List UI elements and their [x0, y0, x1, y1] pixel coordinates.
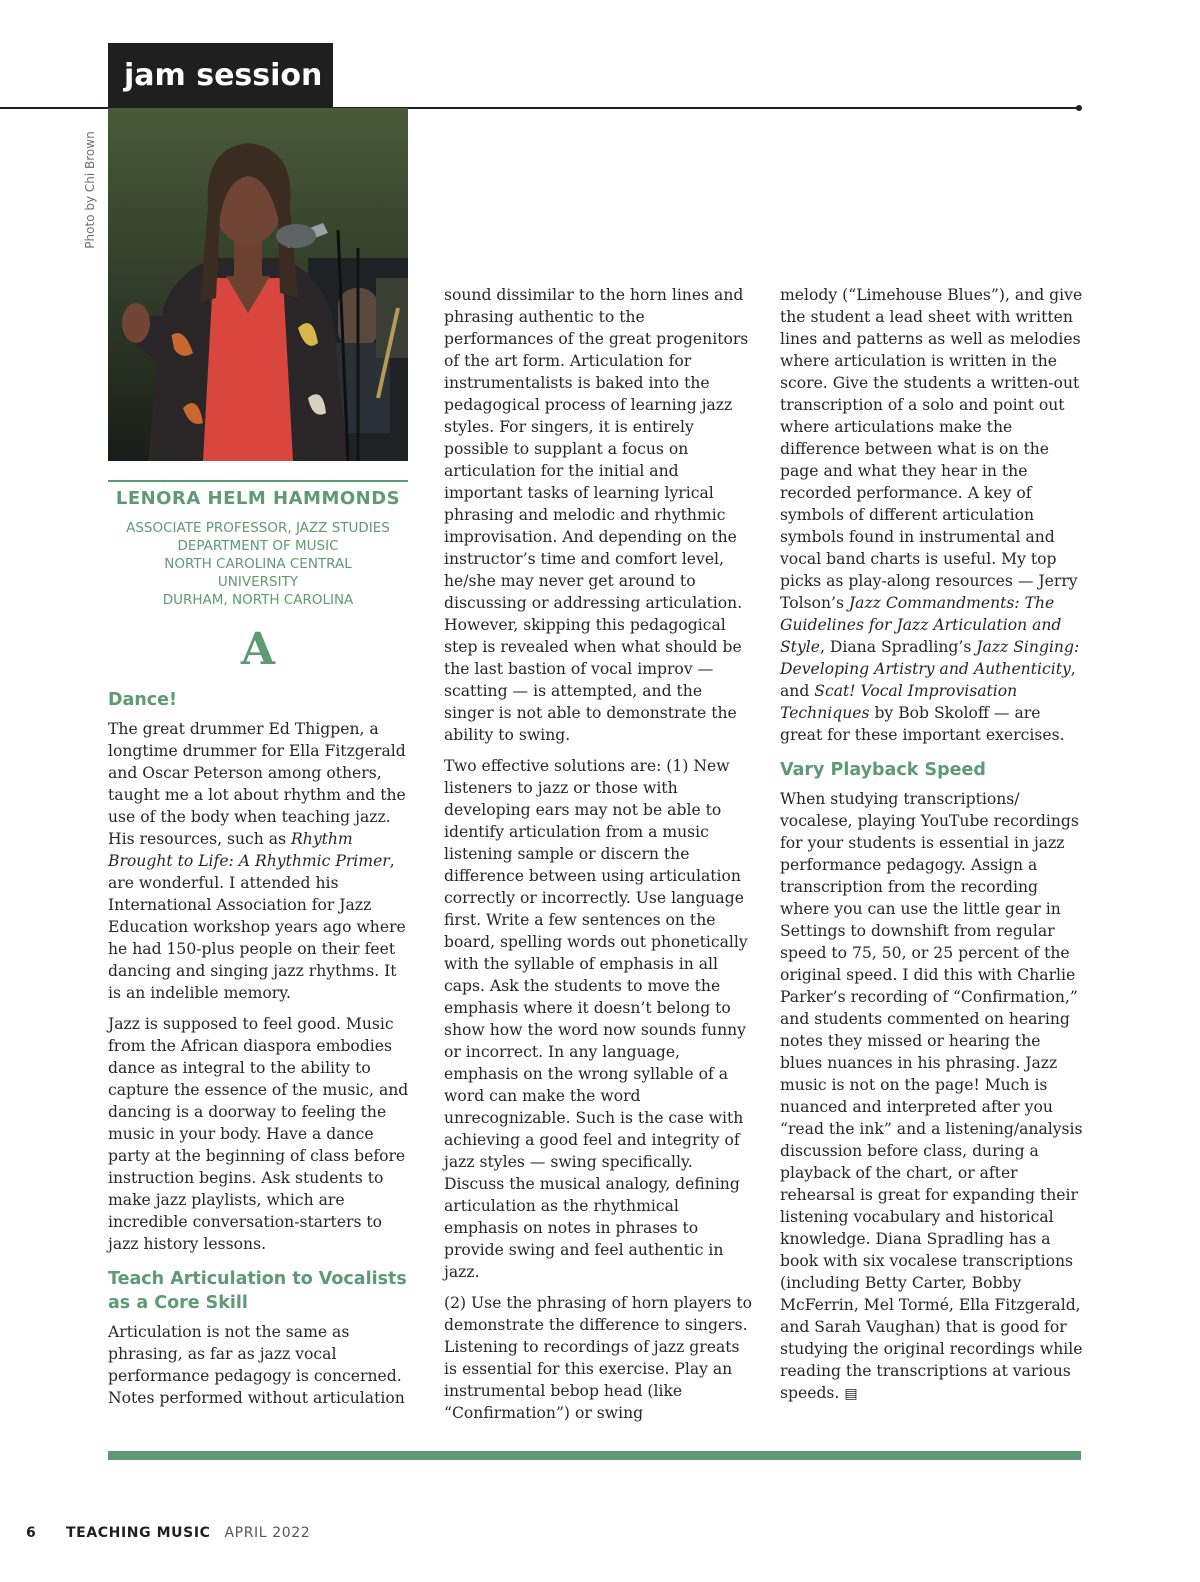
paragraph: (2) Use the phrasing of horn players to demonstrate the difference to singers. Listening to recordings of jazz greats is essential for this exercise. Play an instrumental bebop head (like “Confirmation”) or swing	[444, 1294, 752, 1422]
section-label: jam session	[108, 43, 333, 108]
paragraph: Articulation is not the same as phrasing, as far as jazz vocal performance pedagogy is concerned. Notes performed without articulation	[108, 1323, 405, 1407]
profile-photo	[108, 108, 408, 461]
paragraph: Two effective solutions are: (1) New listeners to jazz or those with developing ears may not be able to identify articulation from a music listening sample or discern the difference between using articulation correctly or incorrectly. Use language first. Write a few sentences on the board, spelling words out phonetically with the syllable of emphasis in all caps. Ask the students to move the emphasis where it doesn’t belong to show how the word now sounds funny or incorrect. In any language, emphasis on the wrong syllable of a word can make the word unrecognizable. Such is the case with achieving a good feel and integrity of jazz styles — swing specifically. Discuss the musical analogy, defining articulation as the rhythmical emphasis on notes in phrases to provide swing and feel authentic in jazz.	[444, 757, 748, 1281]
article-column-1	[108, 688, 413, 1418]
article-column-3	[780, 284, 1085, 1414]
profile-title-line: ASSOCIATE PROFESSOR, JAZZ STUDIES	[126, 520, 390, 536]
answer-mark: A	[240, 624, 276, 675]
heading-playback-speed: Vary Playback Speed	[780, 760, 986, 780]
paragraph: The great drummer Ed Thigpen, a longtime drummer for Ella Fitzgerald and Oscar Peterson among others, taught me a lot about rhythm and the use of the body when teaching jazz. His resources, such as Rhythm Brought to Life: A Rhythmic Primer, are wonderful. I attended his International Association for Jazz Education workshop years ago where he had 150-plus people on their feet dancing and singing jazz rhythms. It is an indelible memory.	[108, 720, 406, 1002]
paragraph: When studying transcriptions/ vocalese, playing YouTube recordings for your students is essential in jazz performance pedagogy. Assign a transcription from the recording where you can use the little gear in Settings to downshift from regular speed to 75, 50, or 25 percent of the original speed. I did this with Charlie Parker’s recording of “Confirmation,” and students commented on hearing notes they missed or hearing the blues nuances in his phrasing. Jazz music is not on the page! Much is nuanced and interpreted after you “read the ink” and a listening/analysis discussion before class, during a playback of the chart, or after rehearsal is great for expanding their listening vocabulary and historical knowledge. Diana Spradling has a book with six vocalese transcriptions (including Betty Carter, Bobby McFerrin, Mel Tormé, Ella Fitzgerald, and Sarah Vaughan) that is good for studying the original recordings while reading the transcriptions at various speeds. ▤	[780, 790, 1083, 1402]
paragraph: Jazz is supposed to feel good. Music from the African diaspora embodies dance as integral to the ability to capture the essence of the music, and dancing is a doorway to feeling the music in your body. Have a dance party at the beginning of class before instruction begins. Ask students to make jazz playlists, which are incredible conversation-starters to jazz history lessons.	[108, 1015, 409, 1253]
page-footer	[26, 1525, 310, 1547]
profile-title	[108, 519, 408, 609]
profile-name: LENORA HELM HAMMONDS	[115, 488, 401, 509]
profile-title-line: UNIVERSITY	[217, 574, 299, 590]
heading-dance: Dance!	[108, 690, 178, 710]
top-rule-dot	[1076, 105, 1082, 111]
page-number: 6	[26, 1525, 36, 1541]
bottom-bar	[108, 1451, 1081, 1460]
issue-date: APRIL 2022	[224, 1525, 311, 1541]
profile-rule	[108, 480, 408, 482]
heading-articulation: Teach Articulation to Vocalists as a Core Skill	[108, 1269, 407, 1313]
paragraph: melody (“Limehouse Blues”), and give the student a lead sheet with written lines and patterns as well as melodies where articulation is written in the score. Give the students a written-out transcription of a solo and point out where articulations make the difference between what is on the page and what they hear in the recorded performance. A key of symbols of different articulation symbols found in instrumental and vocal band charts is useful. My top picks as play-along resources — Jerry Tolson’s Jazz Commandments: The Guidelines for Jazz Articulation and Style, Diana Spradling’s Jazz Singing: Developing Artistry and Authenticity, and Scat! Vocal Improvisation Techniques by Bob Skoloff — are great for these important exercises.	[780, 286, 1083, 744]
book-title: Rhythm Brought to Life: A Rhythmic Primer	[108, 830, 390, 870]
profile-title-line: DEPARTMENT OF MUSIC	[177, 538, 339, 554]
book-title: Jazz Singing: Developing Artistry and Authenticity	[780, 638, 1080, 678]
book-title: Scat! Vocal Improvisation Techniques	[780, 682, 1018, 722]
end-mark-icon: ▤	[844, 1386, 858, 1402]
paragraph: sound dissimilar to the horn lines and phrasing authentic to the performances of the great progenitors of the art form. Articulation for instrumentalists is baked into the pedagogical process of learning jazz styles. For singers, it is entirely possible to supplant a focus on articulation for the initial and important tasks of learning lyrical phrasing and melodic and rhythmic improvisation. And depending on the instructor’s time and comfort level, he/she may never get around to discussing or addressing articulation. However, skipping this pedagogical step is revealed when what should be the last bastion of vocal improv — scatting — is attempted, and the singer is not able to demonstrate the ability to swing.	[444, 286, 749, 744]
book-title: Jazz Commandments: The Guidelines for Jazz Articulation and Style	[780, 594, 1062, 656]
magazine-name: TEACHING MUSIC	[66, 1525, 211, 1541]
article-column-2	[444, 284, 754, 1433]
photo-credit: Photo by Chi Brown	[83, 131, 97, 249]
profile-title-line: NORTH CAROLINA CENTRAL	[164, 556, 352, 572]
profile-title-line: DURHAM, NORTH CAROLINA	[162, 592, 354, 608]
